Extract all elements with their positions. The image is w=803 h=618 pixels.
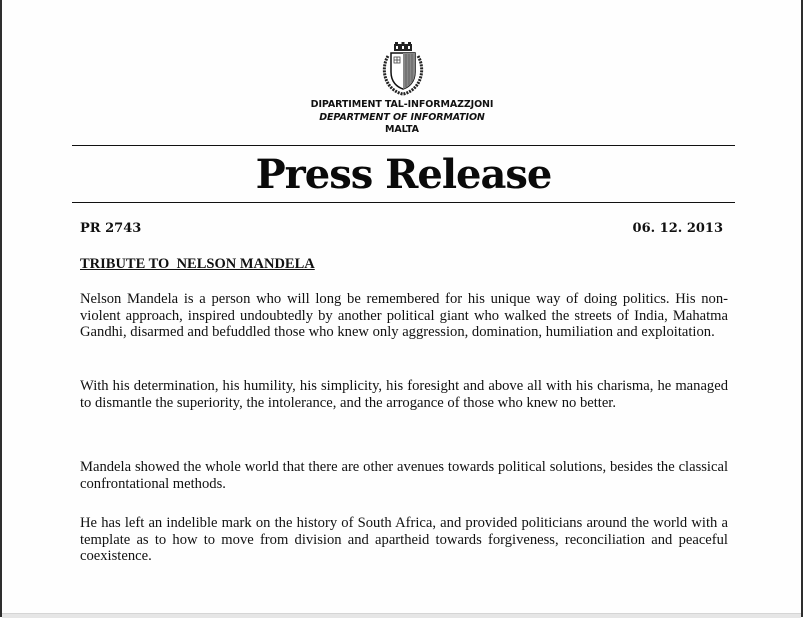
title-top-rule (72, 145, 735, 146)
org-country: MALTA (385, 124, 419, 135)
press-release-number: PR 2743 (80, 221, 142, 236)
headline: TRIBUTE TO NELSON MANDELA (80, 256, 315, 272)
org-name-english: DEPARTMENT OF INFORMATION (319, 111, 485, 123)
document-page (2, 0, 801, 613)
org-name-maltese: DIPARTIMENT TAL-INFORMAZZJONI (310, 99, 494, 110)
page-title: Press Release (255, 151, 552, 198)
body-paragraph: He has left an indelible mark on the history of South Africa, and provided politicians around the world with a template as to how to move from division and apartheid towards forgiveness, reconciliation and peaceful coexistence. (80, 515, 728, 564)
organization-block (202, 99, 602, 137)
page-bottom-edge (2, 613, 801, 618)
body-paragraph: Mandela showed the whole world that there are other avenues towards political solutions, besides the classical confrontational methods. (80, 459, 728, 492)
title-bottom-rule (72, 202, 735, 203)
malta-coat-of-arms-icon (380, 42, 426, 96)
body-paragraph: With his determination, his humility, his simplicity, his foresight and above all with his charisma, he managed to dismantle the superiority, the intolerance, and the arrogance of those who knew no better. (80, 378, 728, 411)
body-paragraph: Nelson Mandela is a person who will long be remembered for his unique way of doing politics. His non-violent approach, inspired undoubtedly by another political giant who walked the streets of India, Mahatma Gandhi, disarmed and befuddled those who knew only aggression, domination, humiliation and exploitation. (80, 291, 728, 340)
press-release-date: 06. 12. 2013 (632, 221, 723, 236)
